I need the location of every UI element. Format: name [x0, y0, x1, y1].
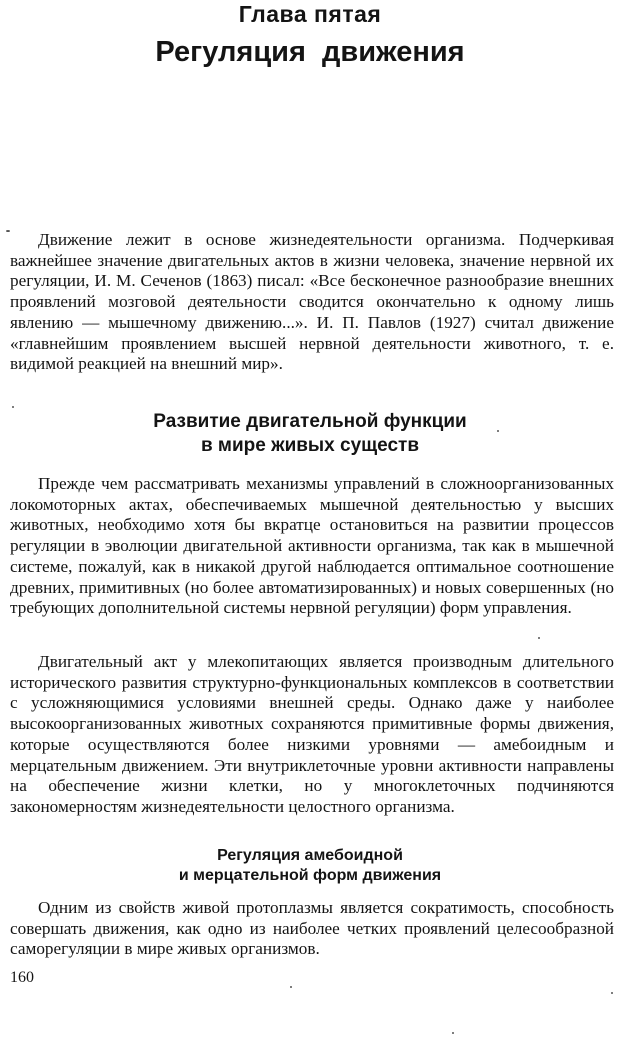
- section-heading-line-1: Развитие двигательной функции: [153, 411, 467, 432]
- page-number: 160: [10, 969, 34, 986]
- section-heading: [0, 410, 620, 458]
- intro-paragraph: Движение лежит в основе жизнедеятельности организма. Подчеркивая важнейшее значение двигательных актов в жизни человека, значение нервной их регуляции, И. М. Сеченов (1863) писал: «Все бесконечное разнообразие внешних проявлений мозговой деятельности сводится окончательно к одному лишь явлению — мышечному движению...». И. П. Павлов (1927) считал движение «главнейшим проявлением высшей нервной деятельности животного, т. е. видимой реакцией на внешний мир».: [10, 230, 614, 374]
- section-paragraph-1: Прежде чем рассматривать механизмы управлений в сложноорганизованных локомоторных актах, обеспечиваемых мышечной деятельностью у высших животных, необходимо хотя бы вкратце остановиться на развитии процессов регуляции в эволюции двигательной активности организма, так как в мышечной системе, пожалуй, как в никакой другой наблюдается оптимальное соотношение древних, примитивных (но более автоматизированных) и новых совершенных (но требующих дополнительной системы нервной регуляции) форм управления.: [10, 474, 614, 618]
- scan-speck: [290, 986, 292, 988]
- section-paragraph-2: Двигательный акт у млекопитающих является производным длительного исторического развития структурно-функциональных комплексов в соответствии с усложняющимися условиями внешней среды. Однако даже у наиболее высокоорганизованных животных сохраняются примитивные формы движения, которые осуществляются более низкими уровнями — амебоидным и мерцательным движением. Эти внутриклеточные уровни активности направлены на обеспечение жизни клетки, но у многоклеточных подчиняются закономерностям жизнедеятельности целостного организма.: [10, 652, 614, 816]
- scan-speck: [538, 637, 540, 639]
- scan-speck: [6, 230, 10, 232]
- subsection-heading-line-2: и мерцательной форм движения: [178, 867, 442, 884]
- subsection-heading: [0, 846, 620, 886]
- chapter-title: Регуляция движения: [155, 36, 465, 68]
- scan-speck: [452, 1032, 454, 1034]
- scan-speck: [497, 430, 499, 432]
- subsection-heading-line-1: Регуляция амебоидной: [217, 847, 403, 864]
- section-heading-line-2: в мире живых существ: [200, 435, 420, 456]
- scan-speck: [12, 406, 14, 408]
- chapter-label: Глава пятая: [238, 1, 382, 27]
- subsection-paragraph-1: Одним из свойств живой протоплазмы является сократимость, способность совершать движения, как одно из наиболее четких проявлений целесообразной саморегуляции в мире живых организмов.: [10, 898, 614, 959]
- scan-speck: [611, 992, 613, 994]
